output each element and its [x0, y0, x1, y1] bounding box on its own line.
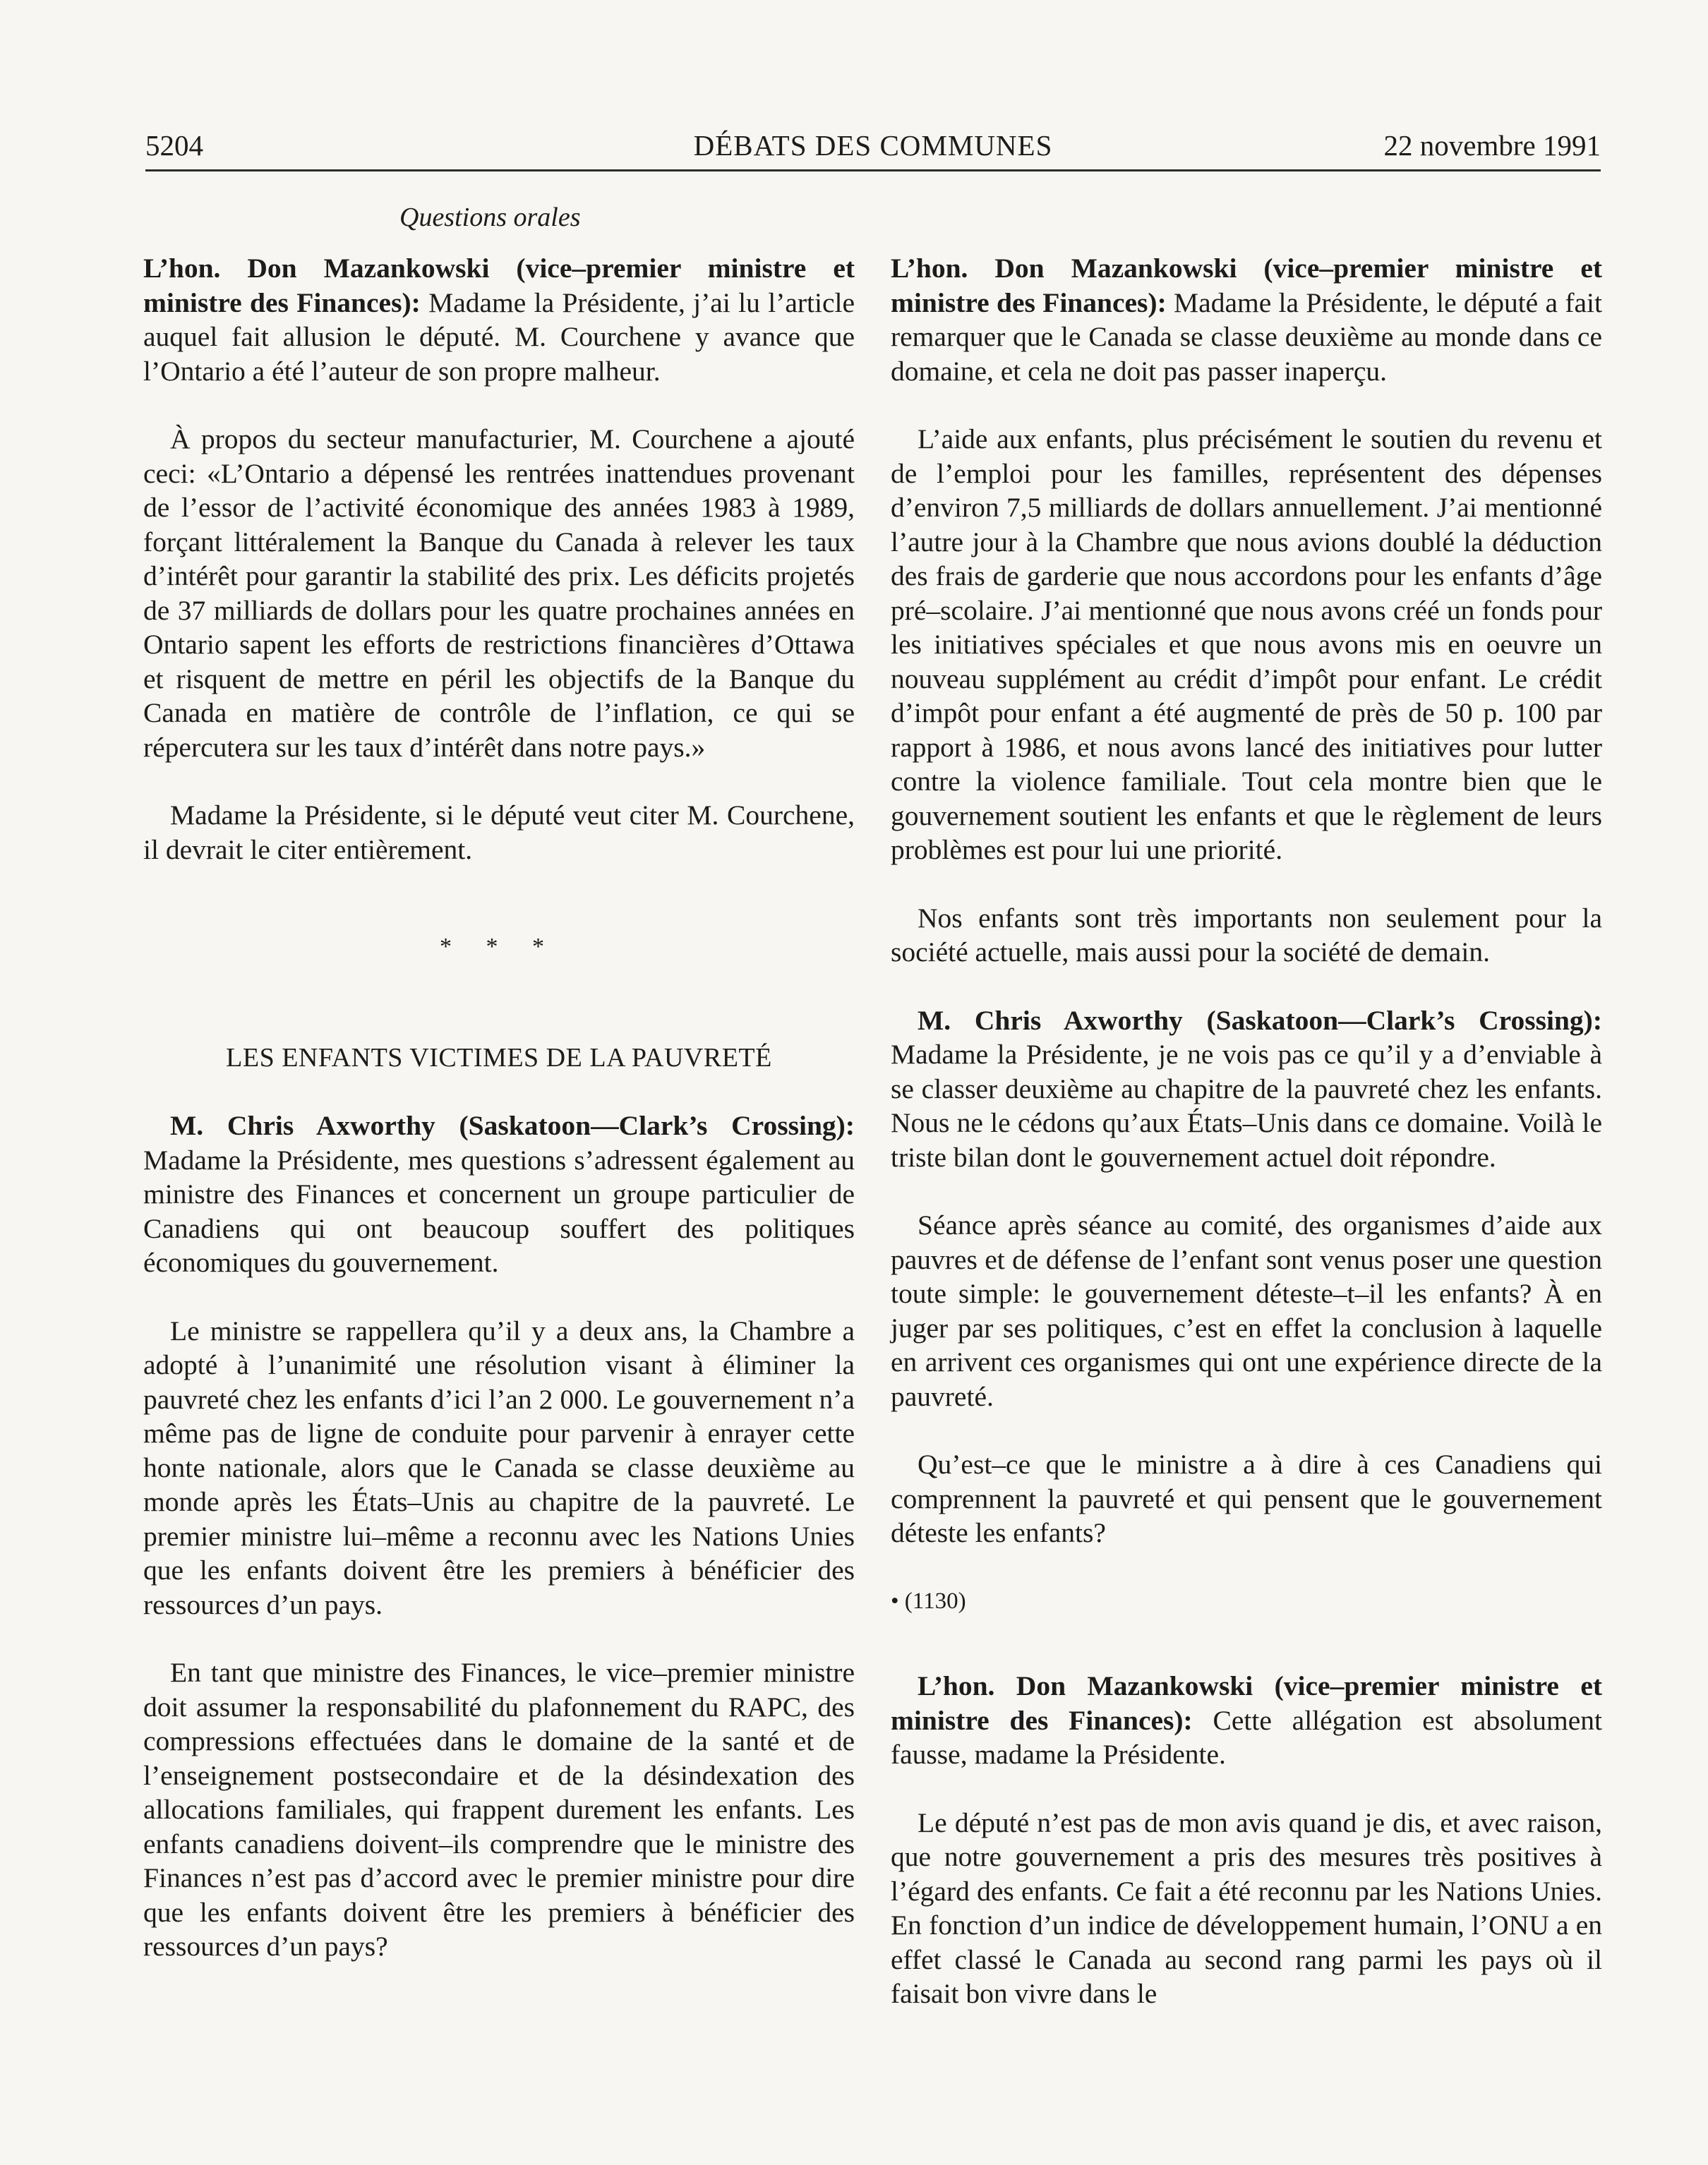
speech-text: Madame la Présidente, mes questions s’adressent également au ministre des Finances et concernent un groupe particulier de Canadiens qui ont beaucoup souffert des politiques économiques du gouvernement.: [143, 1144, 855, 1278]
speaker-name: L’hon. Don Mazankowski (vice–premier ministre et ministre des Finances):: [891, 253, 1602, 318]
speech-text: Madame la Présidente, le député a fait remarquer que le Canada se classe deuxième au monde dans ce domaine, et cela ne doit pas passer inaperçu.: [891, 287, 1602, 387]
publication-date: 22 novembre 1991: [1383, 129, 1601, 162]
paragraph: Le ministre se rappellera qu’il y a deux ans, la Chambre a adopté à l’unanimité une résolution visant à éliminer la pauvreté chez les enfants d’ici l’an 2 000. Le gouvernement n’a même pas de ligne de conduite pour parvenir à enrayer cette honte nationale, alors que le Canada se classe deuxième au monde après les États–Unis au chapitre de la pauvreté. Le premier ministre lui–même a reconnu avec les Nations Unies que les enfants doivent être les premiers à bénéficier des ressources d’un pays.: [143, 1315, 855, 1620]
speaker-name: L’hon. Don Mazankowski (vice–premier ministre et ministre des Finances):: [143, 253, 855, 318]
page-header: [145, 128, 1601, 168]
paragraph: [891, 1669, 1602, 1772]
speaker-name: L’hon. Don Mazankowski (vice–premier ministre et ministre des Finances):: [891, 1670, 1602, 1736]
paragraph: [143, 1109, 855, 1280]
paragraph: En tant que ministre des Finances, le vice–premier ministre doit assumer la responsabilité du plafonnement du RAPC, des compressions effectuées dans le domaine de la santé et de l’enseignement postsecondaire et de la désindexation des allocations familiales, qui frappent durement les enfants. Les enfants canadiens doivent–ils comprendre que le ministre des Finances n’est pas d’accord avec le premier ministre pour dire que les enfants doivent être les premiers à bénéficier des ressources d’un pays?: [143, 1657, 855, 1962]
speech-text: Madame la Présidente, j’ai lu l’article auquel fait allusion le député. M. Courchene y avance que l’Ontario a été l’auteur de son propre malheur.: [143, 287, 855, 387]
paragraph: [891, 1003, 1602, 1175]
paragraph: [891, 251, 1602, 388]
speech-text: Cette allégation est absolument fausse, madame la Présidente.: [891, 1704, 1602, 1770]
paragraph: [143, 251, 855, 388]
publication-title: DÉBATS DES COMMUNES: [693, 129, 1053, 162]
left-column: [143, 251, 855, 1998]
section-heading: LES ENFANTS VICTIMES DE LA PAUVRETÉ: [226, 1042, 772, 1073]
right-column: [891, 251, 1602, 2045]
paragraph: Séance après séance au comité, des organismes d’aide aux pauvres et de défense de l’enfant sont venus poser une question toute simple: le gouvernement déteste–t–il les enfants? À en juger par ses politiques, c’est en effet la conclusion à laquelle en arrivent ces organismes qui ont une expérience directe de la pauvreté.: [891, 1210, 1602, 1412]
page-number: 5204: [145, 129, 203, 162]
section-label: Questions orales: [399, 203, 581, 232]
speech-text: Madame la Présidente, je ne vois pas ce qu’il y a d’enviable à se classer deuxième au chapitre de la pauvreté chez les enfants. Nous ne le cédons qu’aux États–Unis dans ce domaine. Voilà le triste bilan dont le gouvernement actuel doit répondre.: [891, 1039, 1602, 1173]
paragraph: Madame la Présidente, si le député veut citer M. Courchene, il devrait le citer entièrement.: [143, 800, 855, 865]
paragraph: L’aide aux enfants, plus précisément le soutien du revenu et de l’emploi pour les familles, représentent des dépenses d’environ 7,5 milliards de dollars annuellement. J’ai mentionné l’autre jour à la Chambre que nous avions doublé la déduction des frais de garderie que nous accordons pour les enfants d’âge pré–scolaire. J’ai mentionné que nous avons créé un fonds pour les initiatives spéciales et que nous avons mis en oeuvre un nouveau supplément au crédit d’impôt pour enfant. Le crédit d’impôt pour enfant a été augmenté de près de 50 p. 100 par rapport à 1986, et nous avons lancé des initiatives pour lutter contre la violence familiale. Tout cela montre bien que le gouvernement soutient les enfants et que le règlement de leurs problèmes est pour lui une priorité.: [891, 423, 1602, 865]
paragraph: Le député n’est pas de mon avis quand je dis, et avec raison, que notre gouvernement a pris des mesures très positives à l’égard des enfants. Ce fait a été reconnu par les Nations Unies. En fonction d’un indice de développement humain, l’ONU a en effet classé le Canada au second rang parmi les pays où il faisait bon vivre dans le: [891, 1807, 1602, 2009]
speaker-name: M. Chris Axworthy (Saskatoon—Clark’s Crossing):: [170, 1110, 855, 1141]
speaker-name: M. Chris Axworthy (Saskatoon—Clark’s Crossing):: [918, 1004, 1602, 1036]
section-divider: * * *: [440, 934, 558, 960]
time-marker: • (1130): [891, 1588, 966, 1614]
paragraph: À propos du secteur manufacturier, M. Courchene a ajouté ceci: «L’Ontario a dépensé les rentrées inattendues provenant de l’essor de l’activité économique des années 1983 à 1989, forçant littéralement la Banque du Canada à relever les taux d’intérêt pour garantir la stabilité des prix. Les déficits projetés de 37 milliards de dollars pour les quatre prochaines années en Ontario sapent les efforts de restrictions financières d’Ottawa et risquent de mettre en péril les objectifs de la Banque du Canada en matière de contrôle de l’inflation, ce qui se répercutera sur les taux d’intérêt dans notre pays.»: [143, 423, 855, 763]
paragraph: Nos enfants sont très importants non seulement pour la société actuelle, mais aussi pour la société de demain.: [891, 902, 1602, 967]
header-rule: [145, 169, 1601, 171]
paragraph: Qu’est–ce que le ministre a à dire à ces Canadiens qui comprennent la pauvreté et qui pensent que le gouvernement déteste les enfants?: [891, 1449, 1602, 1548]
